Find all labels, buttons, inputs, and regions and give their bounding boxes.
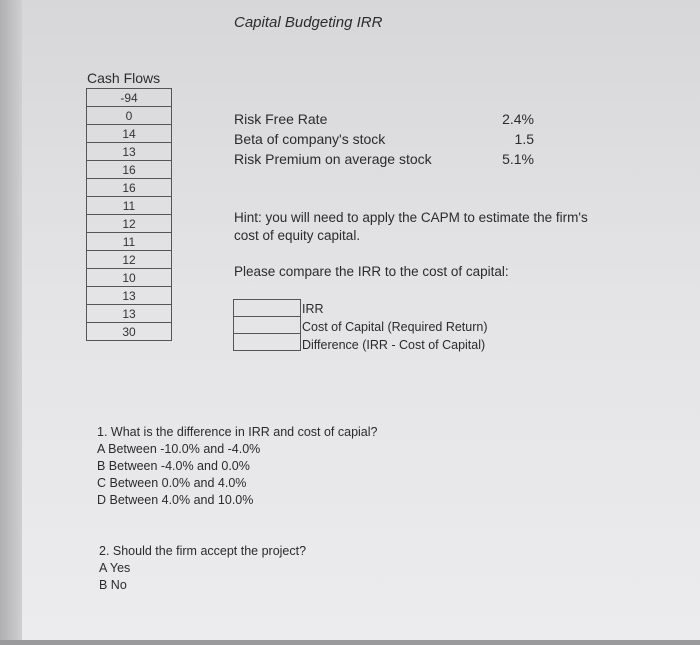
question-2-option-b[interactable]: B No xyxy=(99,578,127,592)
answer-row xyxy=(234,334,301,351)
cash-flow-row xyxy=(87,161,172,179)
cash-flow-row xyxy=(87,107,172,125)
cash-flow-cell[interactable]: 11 xyxy=(87,197,172,215)
input-value[interactable]: 2.4% xyxy=(502,111,534,127)
cash-flow-cell[interactable]: 30 xyxy=(87,323,172,341)
answer-label-difference: Difference (IRR - Cost of Capital) xyxy=(302,338,486,352)
cash-flow-row xyxy=(87,125,172,143)
answer-input-cost-of-capital[interactable] xyxy=(234,317,301,334)
cash-flow-row xyxy=(87,251,172,269)
cash-flows-table xyxy=(86,88,172,341)
inputs-block xyxy=(234,111,534,171)
cash-flow-cell[interactable]: 16 xyxy=(87,179,172,197)
cash-flows-label: Cash Flows xyxy=(87,70,161,86)
hint-text: Hint: you will need to apply the CAPM to estimate the firm's cost of equity capital. xyxy=(234,210,588,243)
cash-flow-cell[interactable]: 13 xyxy=(87,143,172,161)
cash-flow-cell[interactable]: 13 xyxy=(87,305,172,323)
cash-flow-row xyxy=(87,179,172,197)
input-label: Risk Premium on average stock xyxy=(234,151,432,167)
input-row-beta xyxy=(234,131,534,151)
question-1-option-b[interactable]: B Between -4.0% and 0.0% xyxy=(97,459,250,473)
question-2 xyxy=(99,543,306,594)
input-value[interactable]: 1.5 xyxy=(514,131,534,147)
cash-flow-cell[interactable]: 12 xyxy=(87,251,172,269)
answer-row xyxy=(234,300,301,317)
cash-flow-cell[interactable]: 0 xyxy=(87,107,172,125)
answer-input-boxes xyxy=(233,299,301,351)
cash-flow-cell[interactable]: 12 xyxy=(87,215,172,233)
cash-flow-row xyxy=(87,89,172,107)
cash-flow-row xyxy=(87,143,172,161)
input-label: Beta of company's stock xyxy=(234,131,386,147)
input-value[interactable]: 5.1% xyxy=(502,151,534,167)
question-1-text: 1. What is the difference in IRR and cost of capial? xyxy=(97,425,378,439)
answer-label-irr: IRR xyxy=(302,302,324,316)
answer-label-cost-of-capital: Cost of Capital (Required Return) xyxy=(302,320,488,334)
input-label: Risk Free Rate xyxy=(234,111,328,127)
answer-labels xyxy=(302,300,488,354)
answer-row xyxy=(234,317,301,334)
page-title: Capital Budgeting IRR xyxy=(234,14,383,31)
photo-edge-bottom xyxy=(0,640,700,645)
cash-flow-row xyxy=(87,197,172,215)
question-1-option-c[interactable]: C Between 0.0% and 4.0% xyxy=(97,476,247,490)
input-row-risk-premium xyxy=(234,151,534,171)
question-1-option-d[interactable]: D Between 4.0% and 10.0% xyxy=(97,493,254,507)
question-2-option-a[interactable]: A Yes xyxy=(99,561,131,575)
cash-flow-cell[interactable]: -94 xyxy=(87,89,172,107)
cash-flow-row xyxy=(87,305,172,323)
cash-flow-row xyxy=(87,323,172,341)
answer-input-irr[interactable] xyxy=(234,300,301,317)
question-1 xyxy=(97,424,377,509)
input-row-risk-free-rate xyxy=(234,111,534,131)
cash-flow-cell[interactable]: 16 xyxy=(87,161,172,179)
compare-prompt: Please compare the IRR to the cost of capital: xyxy=(234,264,509,279)
cash-flow-row xyxy=(87,233,172,251)
question-2-text: 2. Should the firm accept the project? xyxy=(99,544,307,558)
cash-flow-cell[interactable]: 13 xyxy=(87,287,172,305)
cash-flow-cell[interactable]: 11 xyxy=(87,233,172,251)
cash-flow-cell[interactable]: 14 xyxy=(87,125,172,143)
question-1-option-a[interactable]: A Between -10.0% and -4.0% xyxy=(97,442,261,456)
cash-flow-row xyxy=(87,215,172,233)
answer-input-difference[interactable] xyxy=(234,334,301,351)
cash-flow-cell[interactable]: 10 xyxy=(87,269,172,287)
cash-flow-row xyxy=(87,287,172,305)
cash-flow-row xyxy=(87,269,172,287)
photo-edge-left xyxy=(0,0,22,645)
